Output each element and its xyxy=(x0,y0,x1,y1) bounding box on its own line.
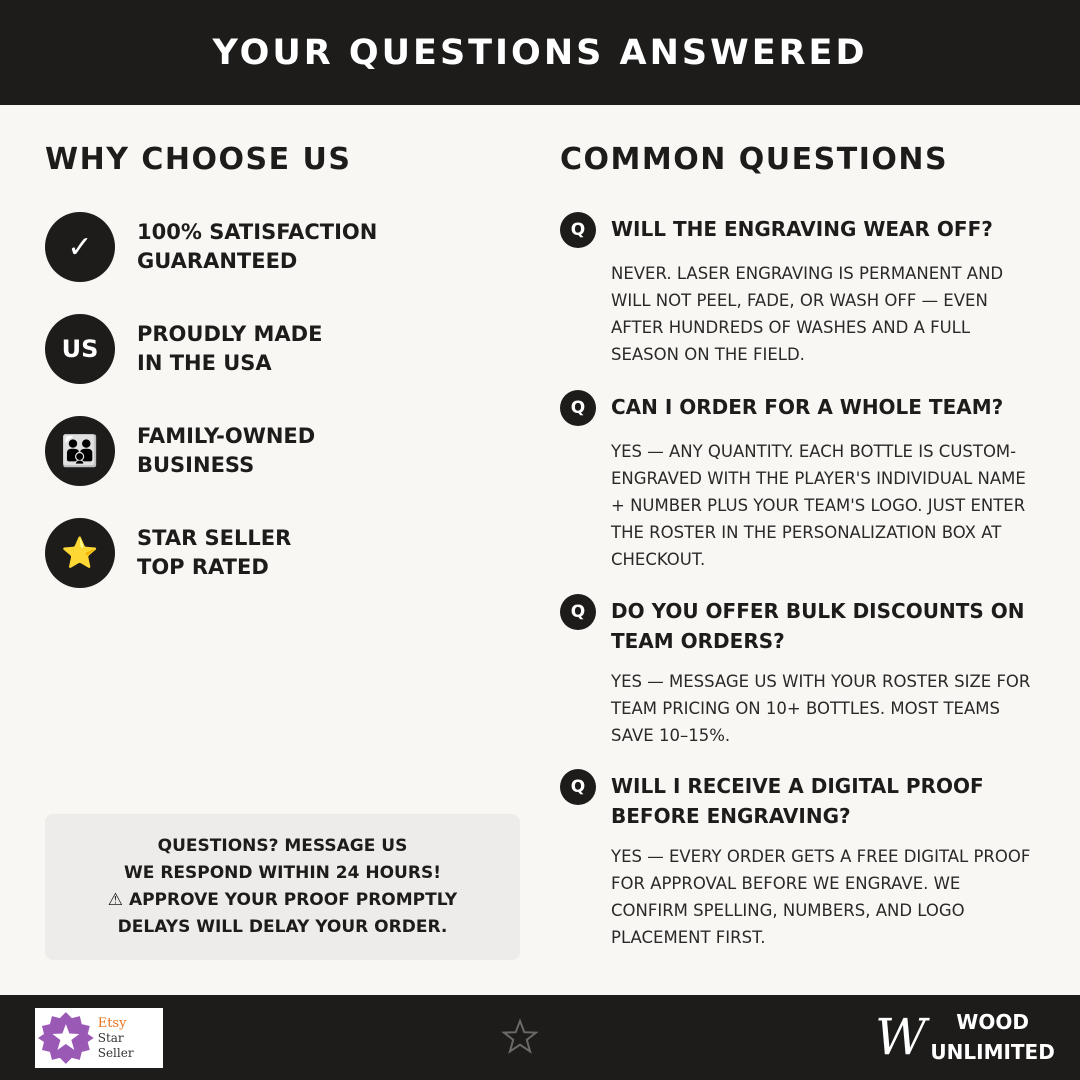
faq-item xyxy=(560,214,1040,368)
notice-line: QUESTIONS? MESSAGE US xyxy=(157,836,408,856)
faq-item xyxy=(560,392,1040,573)
feature-satisfaction xyxy=(45,212,525,282)
checkmark-icon: ✓ xyxy=(45,212,115,282)
why-choose-us-title: WHY CHOOSE US xyxy=(45,142,352,177)
usa-icon: US xyxy=(45,314,115,384)
feature-text: PROUDLY MADE IN THE USA xyxy=(137,322,323,375)
wood-unlimited-logo xyxy=(875,1005,1055,1069)
star-outline-icon xyxy=(500,1017,540,1057)
feature-star-seller xyxy=(45,518,525,588)
etsy-subtitle: Star Seller xyxy=(97,1030,134,1060)
faq-question: WILL THE ENGRAVING WEAR OFF? xyxy=(611,217,993,241)
logo-mark: W xyxy=(875,1008,917,1066)
faq-item xyxy=(560,771,1040,951)
faq-item xyxy=(560,596,1040,749)
faq-answer: NEVER. LASER ENGRAVING IS PERMANENT AND WILL NOT PEEL, FADE, OR WASH OFF — EVEN AFTER HUNDREDS OF WASHES AND A FULL SEASON ON THE FIELD. xyxy=(611,264,1004,364)
notice-warning-line: ⚠ APPROVE YOUR PROOF PROMPTLY xyxy=(107,890,458,910)
faq-question: CAN I ORDER FOR A WHOLE TEAM? xyxy=(611,395,1004,419)
logo-word: WOOD xyxy=(956,1010,1029,1034)
logo-word: UNLIMITED xyxy=(930,1040,1055,1064)
header-banner xyxy=(0,0,1080,105)
faq-answer: YES — EVERY ORDER GETS A FREE DIGITAL PROOF FOR APPROVAL BEFORE WE ENGRAVE. WE CONFIRM SPELLING, NUMBERS, AND LOGO PLACEMENT FIRST. xyxy=(611,847,1031,947)
question-badge-icon: Q xyxy=(560,594,596,630)
etsy-star-seller-badge xyxy=(35,1008,163,1068)
why-choose-us-section xyxy=(45,142,525,620)
message-us-notice xyxy=(45,814,520,960)
common-questions-section xyxy=(560,142,1040,177)
feature-text: 100% SATISFACTION GUARANTEED xyxy=(137,220,378,273)
star-icon: ⭐ xyxy=(45,518,115,588)
page-title: YOUR QUESTIONS ANSWERED xyxy=(212,32,868,73)
faq-question: DO YOU OFFER BULK DISCOUNTS ON TEAM ORDERS? xyxy=(611,599,1025,653)
features-list xyxy=(45,212,525,588)
etsy-star-badge-icon xyxy=(38,1010,94,1066)
question-badge-icon: Q xyxy=(560,390,596,426)
question-badge-icon: Q xyxy=(560,212,596,248)
feature-text: STAR SELLER TOP RATED xyxy=(137,526,292,579)
faq-answer: YES — ANY QUANTITY. EACH BOTTLE IS CUSTOM-ENGRAVED WITH THE PLAYER'S INDIVIDUAL NAME + NUMBER PLUS YOUR TEAM'S LOGO. JUST ENTER THE ROSTER IN THE PERSONALIZATION BOX AT CHECKOUT. xyxy=(611,442,1026,569)
etsy-name: Etsy xyxy=(97,1015,127,1031)
family-icon: 👪 xyxy=(45,416,115,486)
notice-line: WE RESPOND WITHIN 24 HOURS! xyxy=(124,863,441,883)
faq-answer: YES — MESSAGE US WITH YOUR ROSTER SIZE FOR TEAM PRICING ON 10+ BOTTLES. MOST TEAMS SAVE 10–15%. xyxy=(611,672,1031,745)
feature-family-owned xyxy=(45,416,525,486)
notice-line: DELAYS WILL DELAY YOUR ORDER. xyxy=(117,917,448,937)
common-questions-title: COMMON QUESTIONS xyxy=(560,142,949,177)
footer-bar xyxy=(0,995,1080,1080)
faq-question: WILL I RECEIVE A DIGITAL PROOF BEFORE ENGRAVING? xyxy=(611,774,984,828)
question-badge-icon: Q xyxy=(560,769,596,805)
feature-made-in-usa xyxy=(45,314,525,384)
feature-text: FAMILY-OWNED BUSINESS xyxy=(137,424,316,477)
